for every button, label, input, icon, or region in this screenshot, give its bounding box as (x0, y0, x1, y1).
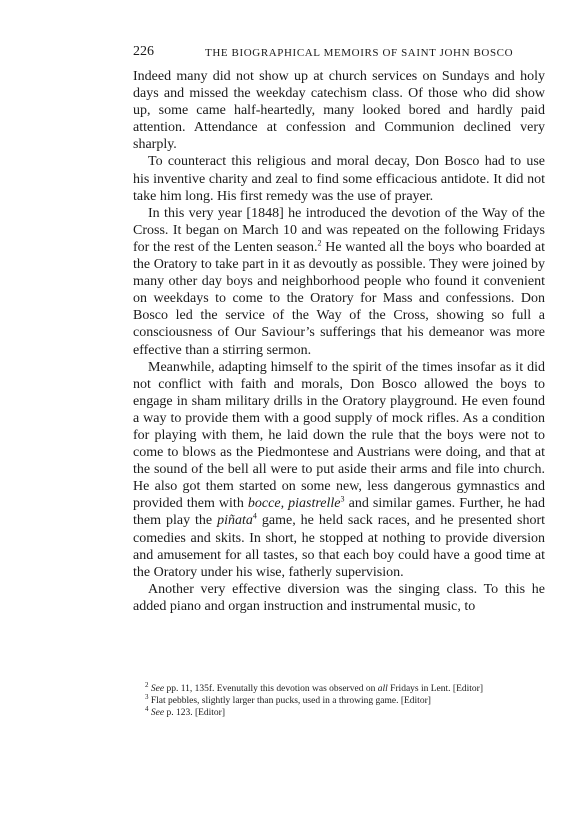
footnote-3-number: 3 (145, 692, 149, 701)
footnote-4-see: See (150, 708, 165, 718)
footnote-3-text: Flat pebbles, slightly larger than pucks, used in a throwing game. [Editor] (150, 696, 431, 706)
footnote-ref-2: 2 (317, 238, 322, 248)
paragraph-3-part-a: In this very year [1848] he introduced the devotion of the Way of the Cross. It began on March 10 and was repeated on the following Fridays for the rest of the Lenten season. (133, 205, 545, 255)
page-header (133, 43, 545, 61)
footnote-2-see: See (150, 684, 165, 694)
paragraph-1: Indeed many did not show up at church services on Sundays and holy days and missed the weekday catechism class. Of those who did show up, some came half-heartedly, many looked bored and hardly paid attention. Attendance at confession and Communion declined very sharply. (133, 69, 545, 153)
body-text (133, 68, 545, 615)
page-number: 226 (133, 44, 154, 59)
paragraph-3 (133, 205, 545, 359)
running-title: THE BIOGRAPHICAL MEMOIRS OF SAINT JOHN BOSCO (205, 47, 514, 59)
paragraph-4-part-b: and similar games. Further, he had them play the (133, 496, 545, 529)
footnote-4-text: p. 123. [Editor] (164, 708, 226, 718)
footnote-ref-3: 3 (340, 494, 345, 504)
paragraph-4-part-a: Meanwhile, adapting himself to the spirit of the times insofar as it did not conflict with faith and morals, Don Bosco allowed the boys to engage in sham military drills in the Oratory playground. He even found a way to provide them with a good supply of mock rifles. As a condition for playing with them, he laid down the rule that the boys were not to come to blows as the Piedmontese and Austrians were doing, and that at the sound of the bell all were to put aside their arms and file into church. He also got them started on some new, less dangerous gymnastics and provided them with (133, 359, 545, 512)
paragraph-4 (133, 359, 545, 581)
italic-bocce-piastrelle: bocce, piastrelle (247, 496, 341, 512)
footnote-ref-4: 4 (252, 511, 257, 521)
footnote-2-text-a: pp. 11, 135f. Evenutally this devotion was observed on (164, 684, 378, 694)
footnote-2-text-b: Fridays in Lent. [Editor] (387, 684, 483, 694)
footnotes (133, 680, 545, 719)
footnote-4 (133, 704, 545, 719)
italic-pinata: piñata (217, 513, 253, 529)
footnote-3 (133, 692, 545, 707)
paragraph-2: To counteract this religious and moral decay, Don Bosco had to use his inventive charity and zeal to find some efficacious antidote. It did not take him long. His first remedy was the use of prayer. (133, 154, 545, 204)
footnote-2-all: all (377, 684, 388, 694)
footnote-2-number: 2 (145, 680, 149, 689)
paragraph-3-part-b: He wanted all the boys who boarded at the Oratory to take part in it as devoutly as possible. They were joined by many other day boys and neighborhood people who found it convenient on weekdays to come to the Oratory for Mass and confessions. Don Bosco led the service of the Way of the Cross, showing so full a consciousness of Our Saviour’s sufferings that his demeanor was more effective than a stirring sermon. (133, 239, 545, 358)
footnote-2 (133, 680, 545, 695)
footnote-4-number: 4 (145, 704, 149, 713)
paragraph-5: Another very effective diversion was the singing class. To this he added piano and organ instruction and instrumental music, to (133, 581, 545, 614)
paragraph-4-part-c: game, he held sack races, and he presented short comedies and skits. In short, he stopped at nothing to provide diversion and amusement for all tastes, so that each boy could have a good time at the Oratory under his wise, fatherly supervision. (133, 513, 545, 580)
